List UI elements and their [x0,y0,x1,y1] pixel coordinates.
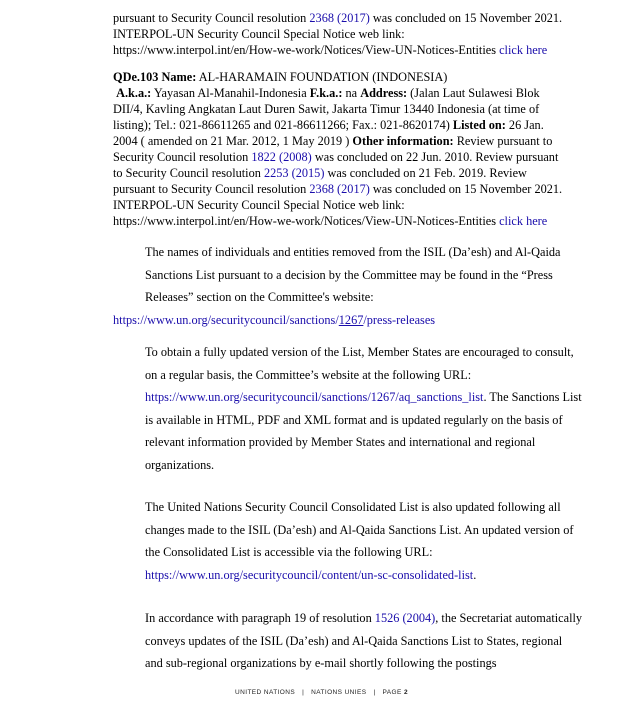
entry-id-label: QDe.103 Name: [113,70,197,84]
footer-page-label: PAGE [382,689,402,696]
click-here-link[interactable]: click here [499,214,548,228]
removed-names-paragraph: The names of individuals and entities removed from the ISIL (Da’esh) and Al-Qaida Sanctions List pursuant to a decision by the Committee may be found in the “Press Releases” section on the Committee's website: https://www.un.org/securitycouncil/sanctions/1267/press-releases [113,241,583,331]
previous-entry-text: pursuant to Security Council resolution 2368 (2017) was concluded on 15 November 2021. INTERPOL-UN Security Council Special Notice web link: https://www.interpol.int/en/How-we-work/Notices/View-UN-Notices-Entities click here [113,11,563,57]
resolution-link[interactable]: 2253 (2015) [263,166,325,180]
footer-nations-unies: NATIONS UNIES [311,689,367,696]
footer-united-nations: UNITED NATIONS [235,689,296,696]
consolidated-list-paragraph: The United Nations Security Council Consolidated List is also updated following all changes made to the ISIL (Da’esh) and Al-Qaida Sanctions List. An updated version of the Consolidated List is accessible via the following URL: https://www.un.org/securitycouncil/content/un-sc-consolidated-list. [145,500,574,582]
entry-name: AL-HARAMAIN FOUNDATION (INDONESIA) [196,70,448,84]
resolution-link[interactable]: 2368 (2017) [309,182,370,196]
resolution-link[interactable]: 2368 (2017) [309,11,370,25]
press-releases-link[interactable]: https://www.un.org/securitycouncil/sanctions/1267/press-releases [113,312,436,327]
page-footer: UNITED NATIONS | NATIONS UNIES | PAGE 2 [235,689,408,696]
resolution-link[interactable]: 1526 (2004) [374,611,436,625]
sanctions-list-link[interactable]: https://www.un.org/securitycouncil/sanctions/1267/aq_sanctions_list [145,390,484,404]
click-here-link[interactable]: click here [499,43,548,57]
previous-entry-tail [113,10,568,58]
press-releases-url [113,309,583,332]
entry-qde103 [113,69,568,229]
entry-heading [113,69,568,85]
entry-details: A.k.a.: Yayasan Al-Manahil-Indonesia F.k.a.: na Address: (Jalan Laut Sulawesi Blok DII/4, Kavling Angkatan Laut Duren Sawit, Jakarta Timur 13440 Indonesia (at time of listing); Tel.: 021-86611265 and 021-86611266; Fax.: 021-8620174) Listed on: 26 Jan. 2004 ( amended on 21 Mar. 2012, 1 May 2019 ) Other information: Review pursuant to Security Council resolution 1822 (2008) was concluded on 22 Jun. 2010. Review pursuant to Security Council resolution 2253 (2015) was concluded on 21 Feb. 2019. Review pursuant to Security Council resolution 2368 (2017) was concluded on 15 November 2021. INTERPOL-UN Security Council Special Notice web link: https://www.interpol.int/en/How-we-work/Notices/View-UN-Notices-Entities click here [113,86,563,228]
resolution-link[interactable]: 1822 (2008) [251,150,312,164]
consolidated-list-link[interactable]: https://www.un.org/securitycouncil/content/un-sc-consolidated-list [145,567,474,582]
page-number: 2 [403,689,408,696]
resolution-1526-paragraph: In accordance with paragraph 19 of resolution 1526 (2004), the Secretariat automatically conveys updates of the ISIL (Da’esh) and Al-Qaida Sanctions List to States, regional and sub-regional organizations by e-mail shortly following the postings [145,611,583,670]
updated-list-paragraph: To obtain a fully updated version of the List, Member States are encouraged to consult, on a regular basis, the Committee’s website at the following URL: https://www.un.org/securitycouncil/sanctions/1267/aq_sanctions_list. The Sanctions List is available in HTML, PDF and XML format and is updated regularly on the basis of relevant information provided by Member States and international and regional organizations. [145,345,582,472]
